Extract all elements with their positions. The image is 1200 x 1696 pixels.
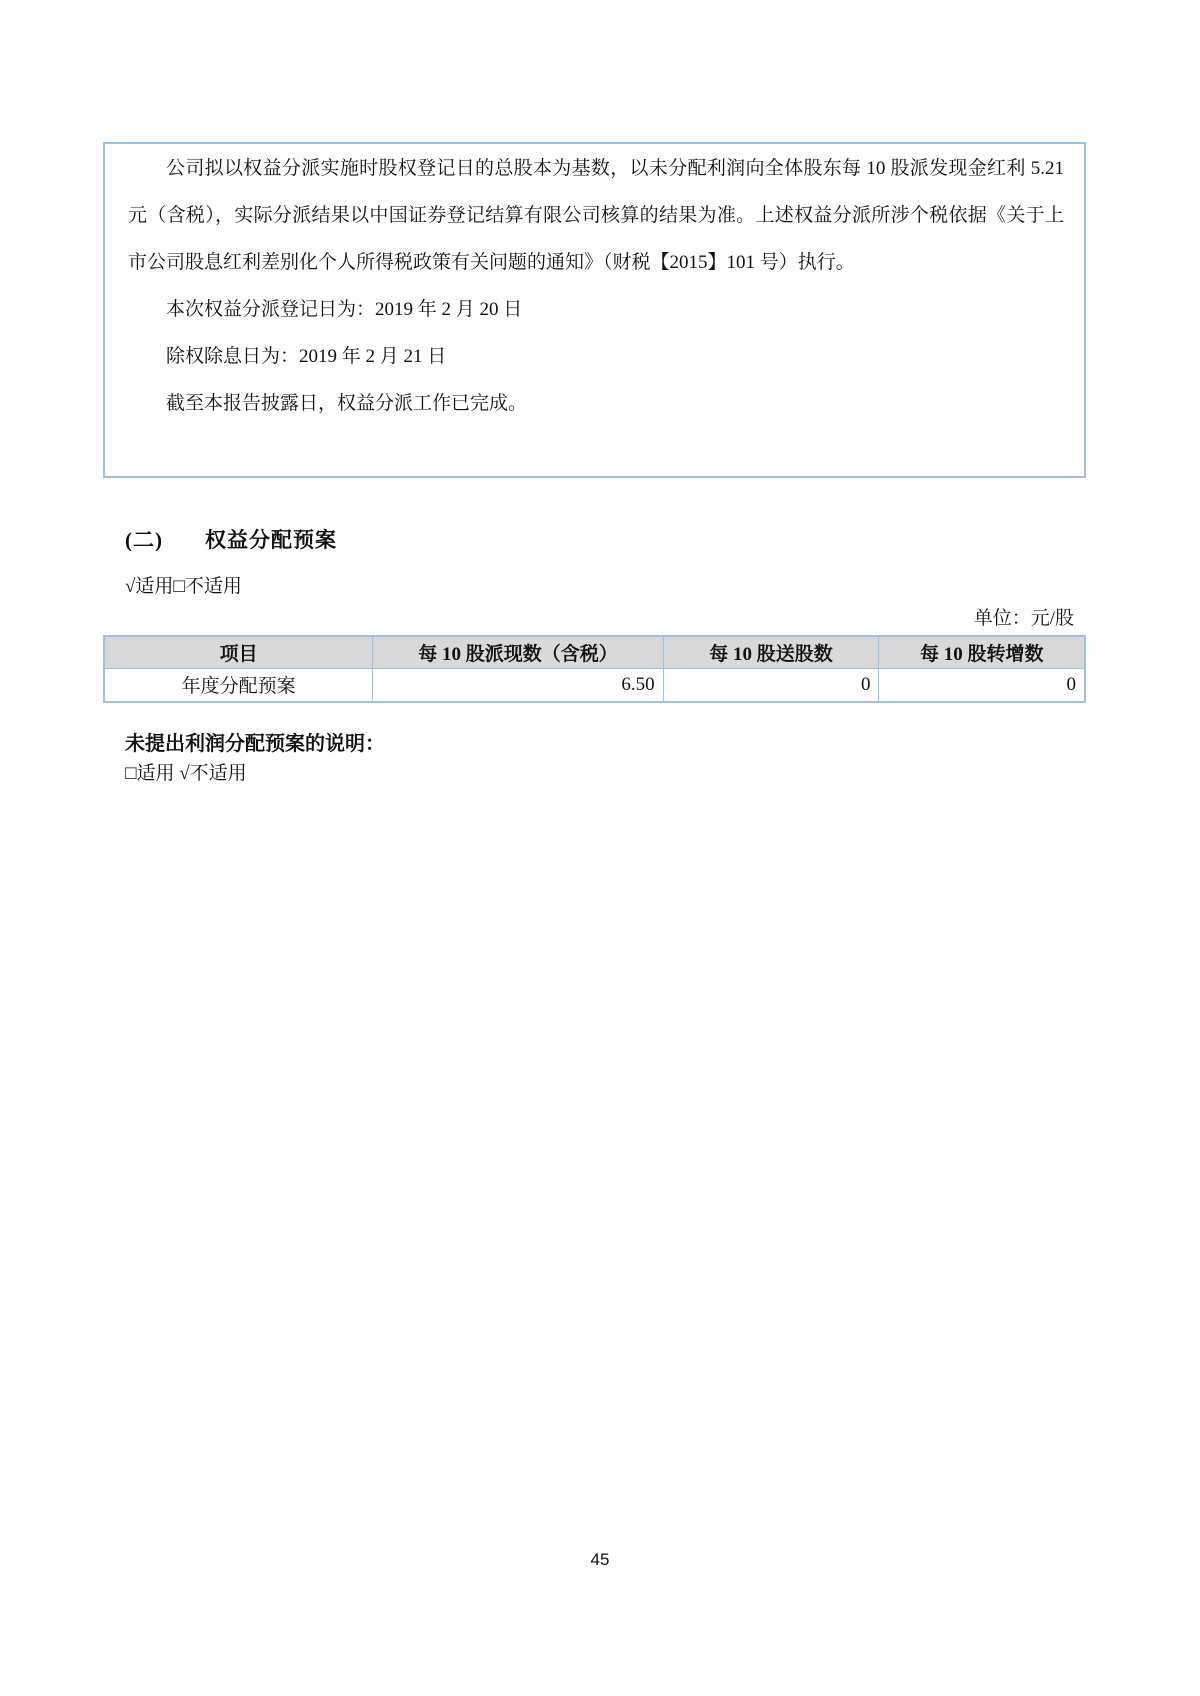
table-row: [104, 668, 1085, 702]
cell-item: 年度分配预案: [104, 668, 373, 702]
dividend-implementation-paragraph: 公司拟以权益分派实施时股权登记日的总股本为基数，以未分配利润向全体股东每 10 股派发现金红利 5.21 元（含税），实际分派结果以中国证券登记结算有限公司核算的结果为准。上述权益分派所涉个税依据《关于上市公司股息红利差别化个人所得税政策有关问题的通知》（财税【2015】101 号）执行。: [128, 158, 1064, 273]
note-title: 未提出利润分配预案的说明：: [125, 733, 385, 755]
completion-status-line: 截至本报告披露日，权益分派工作已完成。: [166, 393, 528, 414]
cell-bonus-per-10: 0: [663, 668, 879, 702]
header-bonus-per-10: 每 10 股送股数: [663, 636, 879, 668]
header-item: 项目: [104, 636, 373, 668]
header-transfer-per-10: 每 10 股转增数: [879, 636, 1085, 668]
dividend-plan-table: [103, 635, 1086, 703]
cell-cash-per-10: 6.50: [373, 668, 663, 702]
section-number: (二): [125, 528, 163, 552]
section-title: 权益分配预案: [205, 528, 337, 552]
section-heading: [125, 524, 337, 554]
cell-transfer-per-10: 0: [879, 668, 1085, 702]
page-number: 45: [590, 1550, 610, 1569]
dividend-implementation-box: [103, 142, 1086, 478]
registration-date-line: 本次权益分派登记日为：2019 年 2 月 20 日: [166, 299, 523, 320]
table-header-row: [104, 636, 1085, 668]
header-cash-per-10: 每 10 股派现数（含税）: [373, 636, 663, 668]
applicability-line-note: □适用 √不适用: [125, 763, 247, 784]
unit-label: 单位：元/股: [973, 608, 1074, 629]
applicability-line-plan: √适用□不适用: [125, 576, 242, 597]
ex-dividend-date-line: 除权除息日为：2019 年 2 月 21 日: [166, 346, 447, 367]
